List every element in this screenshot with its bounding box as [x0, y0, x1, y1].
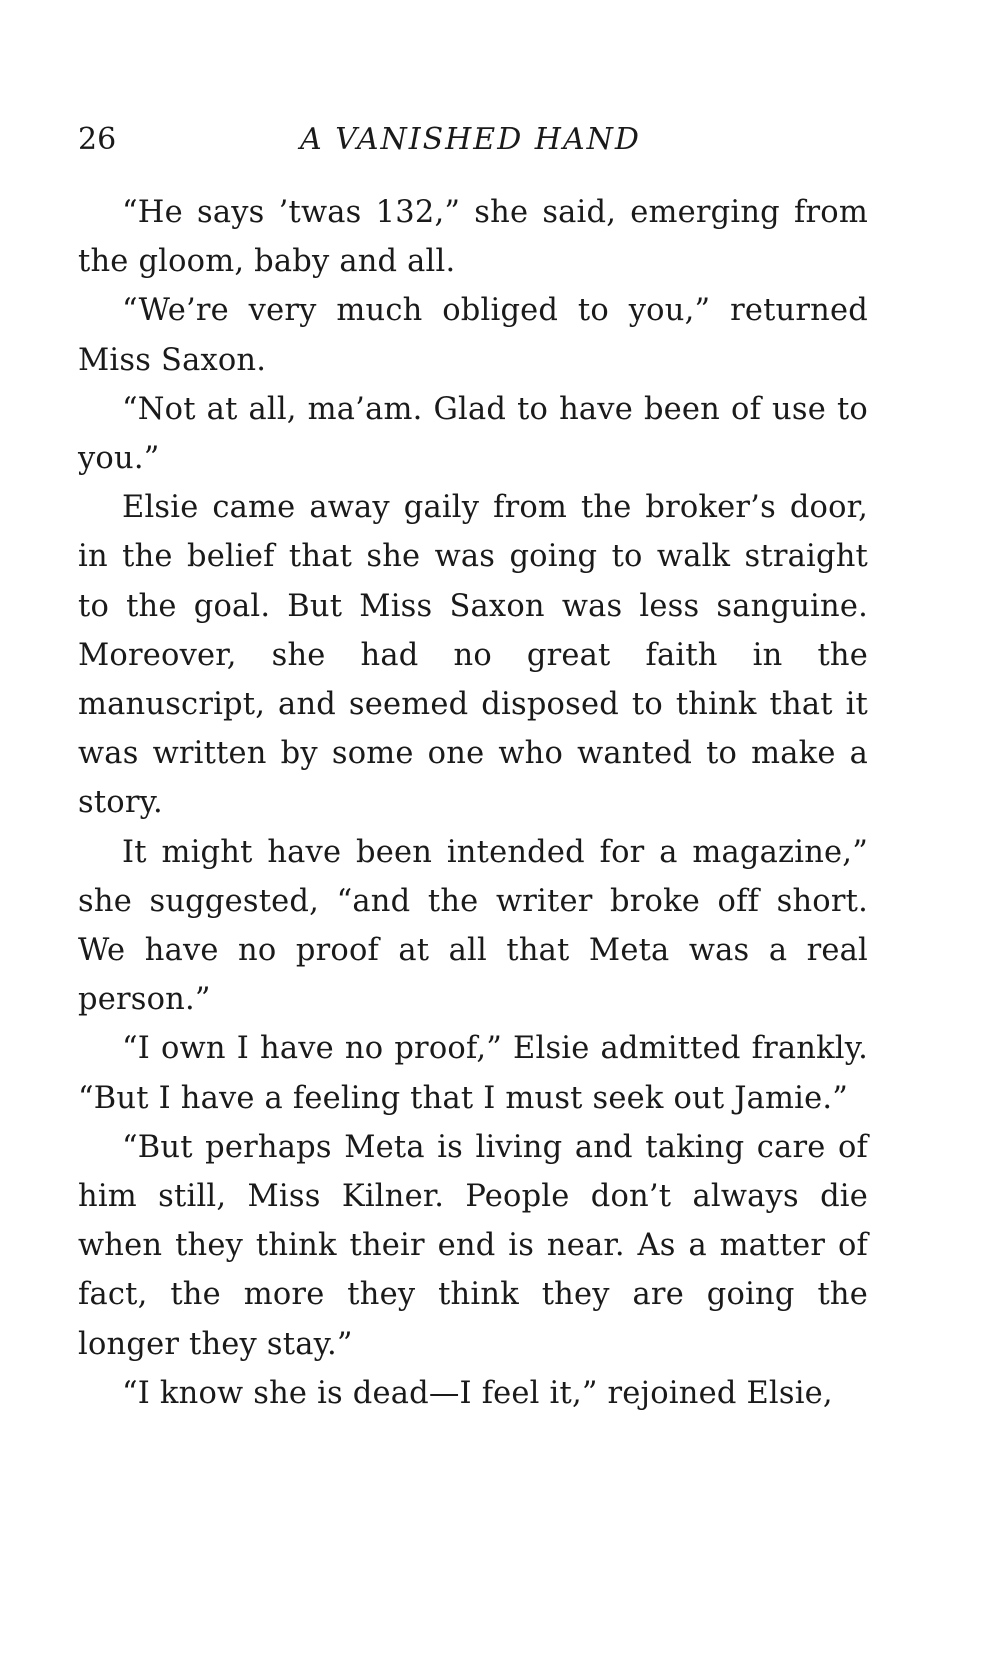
- paragraph: Elsie came away gaily from the broker’s door, in the belief that she was going to walk straight to the goal. But Miss Saxon was less sanguine. Moreover, she had no great faith in the manuscript, and seemed disposed to think that it was written by some one who wanted to make a story.: [78, 490, 868, 821]
- paragraph: “But perhaps Meta is living and taking care of him still, Miss Kilner. People don’t always die when they think their end is near. As a matter of fact, the more they think they are going the longer they stay.”: [78, 1129, 868, 1362]
- paragraph: “We’re very much obliged to you,” returned Miss Saxon.: [78, 293, 868, 378]
- paragraph: “Not at all, ma’am. Glad to have been of use to you.”: [78, 391, 868, 477]
- body-text: [78, 188, 868, 1418]
- paragraph: “I know she is dead—I feel it,” rejoined Elsie,: [122, 1375, 833, 1411]
- page-number: 26: [78, 122, 117, 157]
- paragraph: “He says ’twas 132,” she said, emerging from the gloom, baby and all.: [78, 195, 868, 280]
- running-title: A VANISHED HAND: [300, 122, 641, 157]
- paragraph: “I own I have no proof,” Elsie admitted frankly. “But I have a feeling that I must seek out Jamie.”: [78, 1031, 868, 1116]
- page-header: [78, 120, 868, 160]
- paragraph: It might have been intended for a magazine,” she suggested, “and the writer broke off short. We have no proof at all that Meta was a real person.”: [78, 834, 868, 1018]
